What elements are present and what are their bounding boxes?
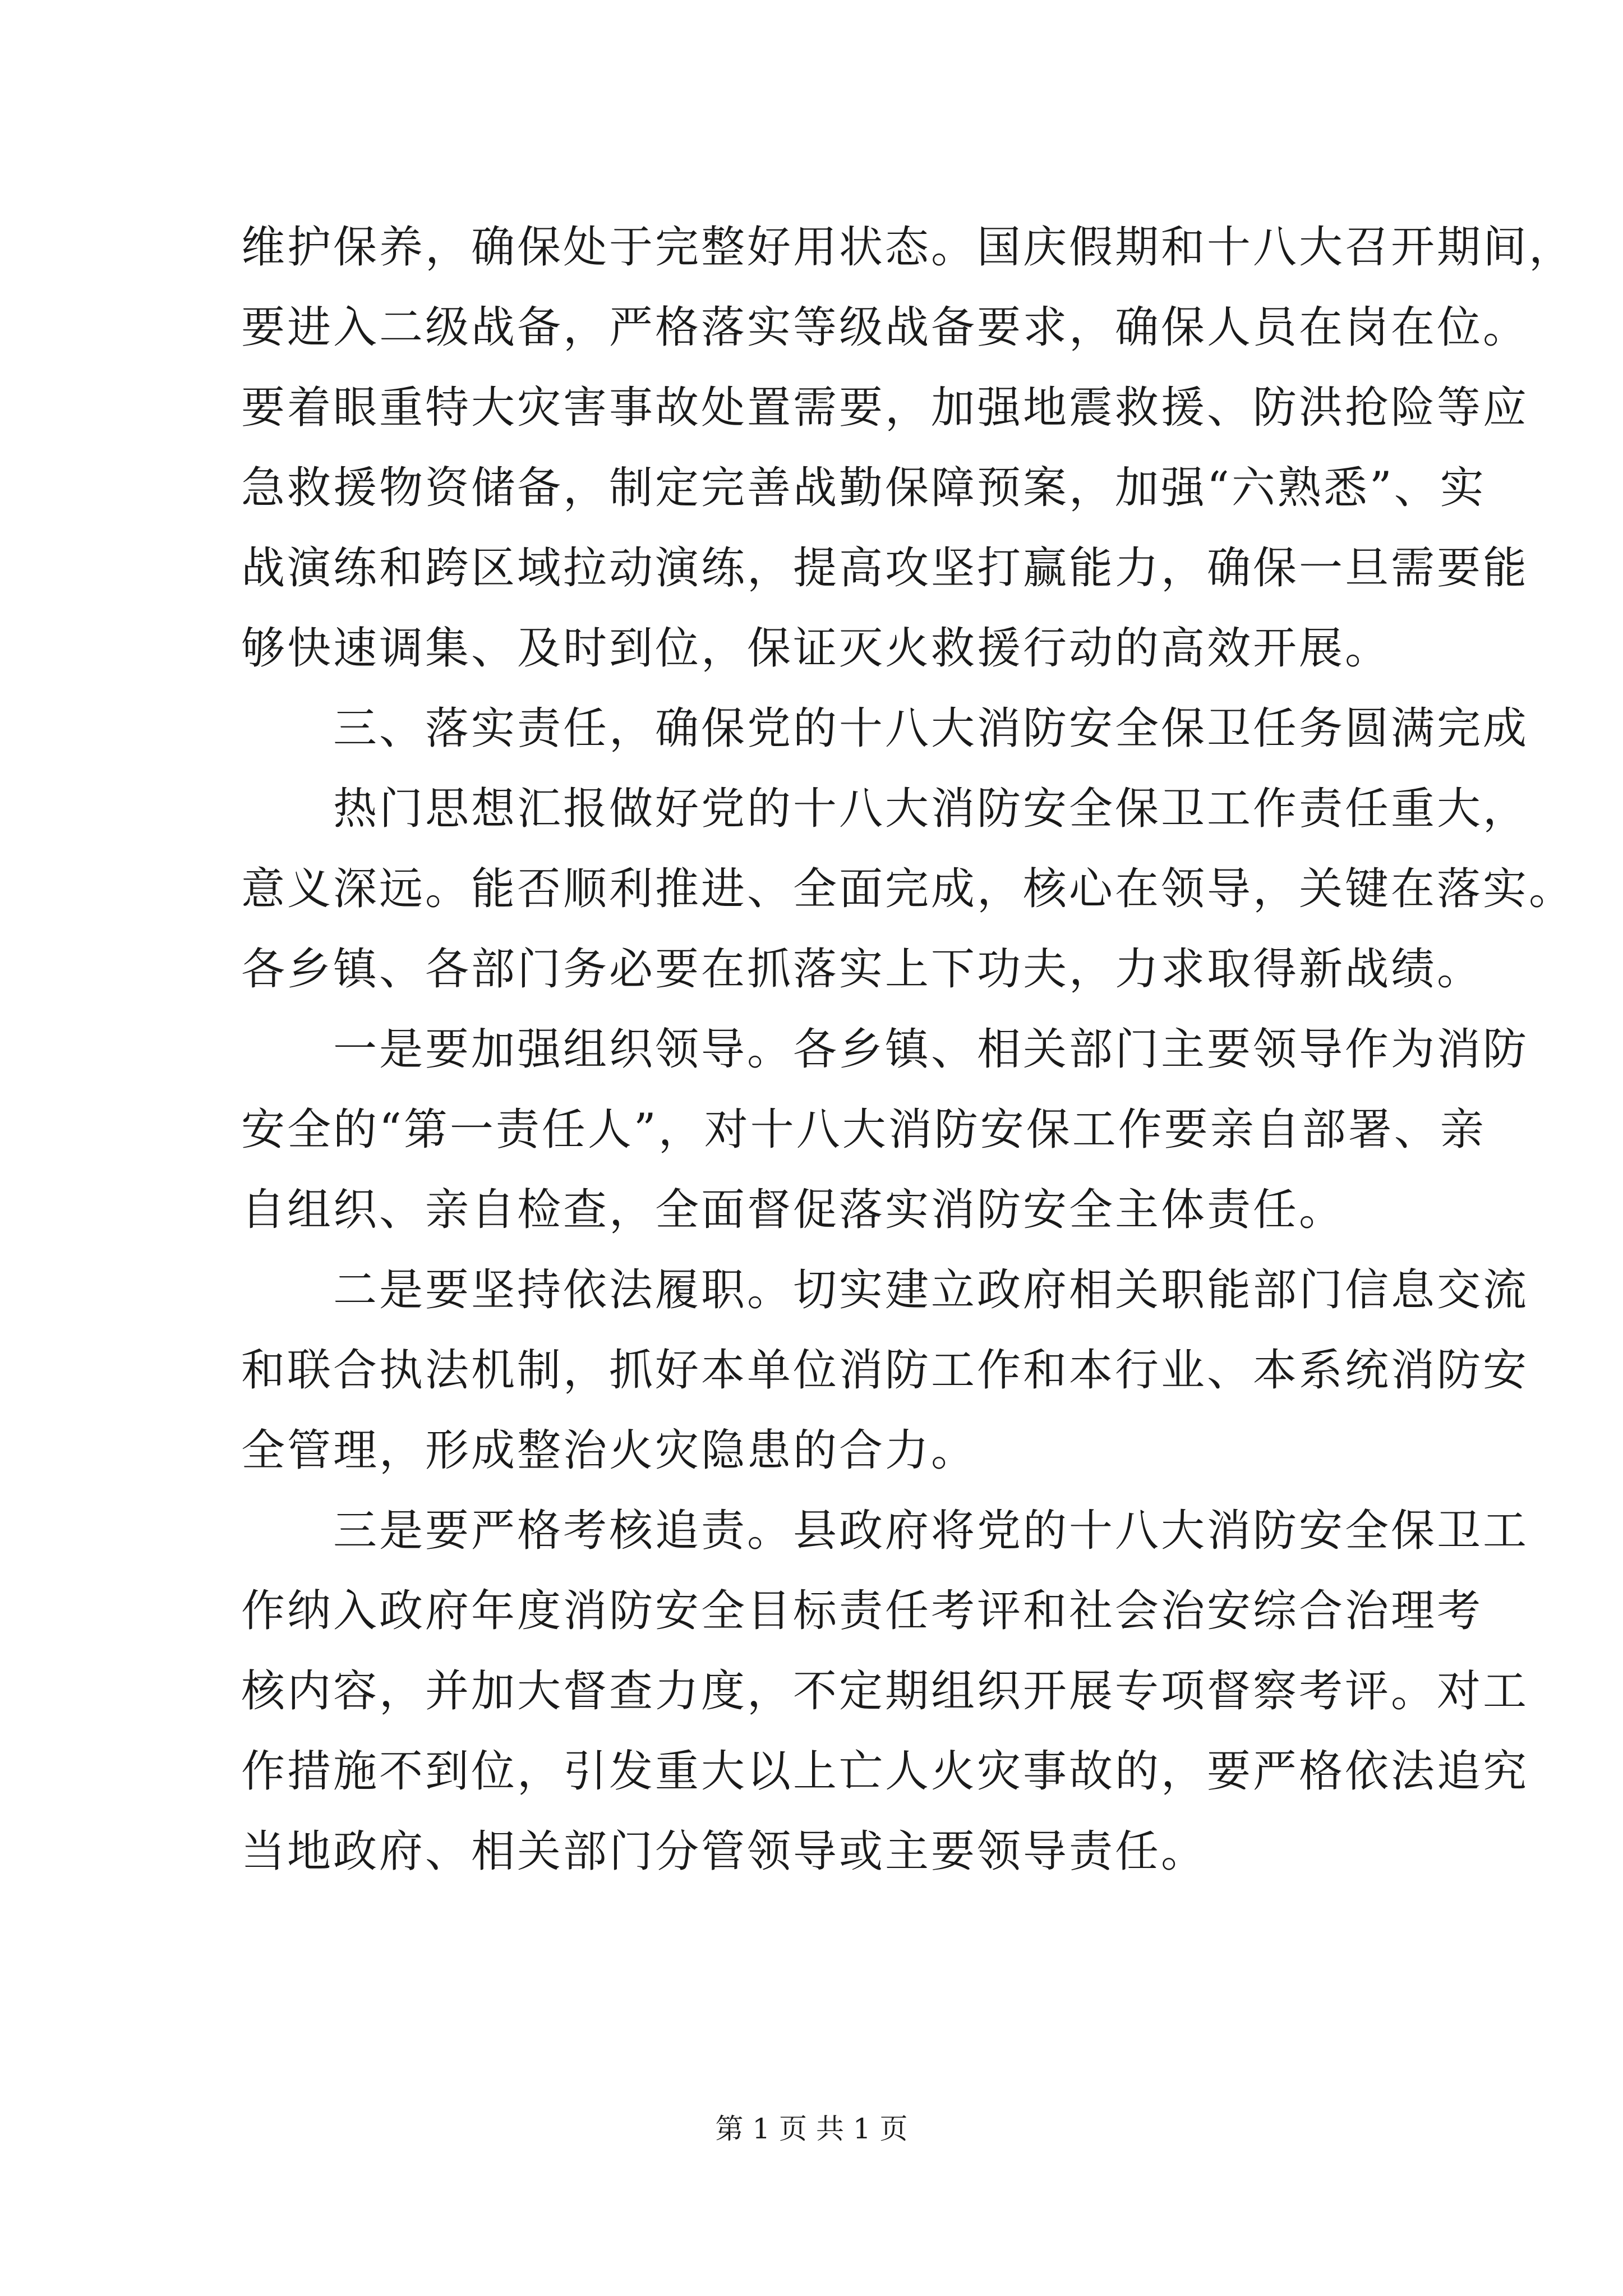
text-line: 安全的“第一责任人”，对十八大消防安保工作要亲自部署、亲 — [241, 1105, 1486, 1155]
text-line: 急救援物资储备，制定完善战勤保障预案，加强“六熟悉”、实 — [241, 463, 1486, 513]
text-line: 意义深远。能否顺利推进、全面完成，核心在领导，关键在落实。 — [241, 864, 1575, 914]
text-line: 核内容，并加大督查力度，不定期组织开展专项督察考评。对工 — [241, 1666, 1529, 1717]
text-line: 一是要加强组织领导。各乡镇、相关部门主要领导作为消防 — [241, 1024, 1529, 1075]
text-line: 自组织、亲自检查，全面督促落实消防安全主体责任。 — [241, 1185, 1345, 1235]
page-footer — [0, 2109, 1623, 2148]
text-line: 作措施不到位，引发重大以上亡人火灾事故的，要严格依法追究 — [241, 1746, 1529, 1797]
text-line: 三是要严格考核追责。县政府将党的十八大消防安全保卫工 — [241, 1506, 1529, 1556]
text-line: 当地政府、相关部门分管领导或主要领导责任。 — [241, 1826, 1207, 1877]
text-line: 要着眼重特大灾害事故处置需要，加强地震救援、防洪抢险等应 — [241, 383, 1529, 433]
text-line: 二是要坚持依法履职。切实建立政府相关职能部门信息交流 — [241, 1265, 1529, 1315]
text-line: 要进入二级战备，严格落实等级战备要求，确保人员在岗在位。 — [241, 302, 1529, 353]
text-line: 各乡镇、各部门务必要在抓落实上下功夫，力求取得新战绩。 — [241, 944, 1483, 995]
text-line: 热门思想汇报做好党的十八大消防安全保卫工作责任重大， — [241, 784, 1529, 834]
page-number: 第 1 页 共 1 页 — [715, 2113, 908, 2145]
text-line: 作纳入政府年度消防安全目标责任考评和社会治安综合治理考 — [241, 1586, 1483, 1636]
section-heading: 三、落实责任，确保党的十八大消防安全保卫任务圆满完成 — [241, 703, 1529, 754]
document-body — [241, 208, 1575, 1892]
text-line: 维护保养，确保处于完整好用状态。国庆假期和十八大召开期间， — [241, 222, 1575, 273]
text-line: 和联合执法机制，抓好本单位消防工作和本行业、本系统消防安 — [241, 1345, 1529, 1396]
text-line: 够快速调集、及时到位，保证灭火救援行动的高效开展。 — [241, 623, 1391, 674]
text-line: 战演练和跨区域拉动演练，提高攻坚打赢能力，确保一旦需要能 — [241, 543, 1529, 593]
text-line: 全管理，形成整治火灾隐患的合力。 — [241, 1425, 978, 1476]
